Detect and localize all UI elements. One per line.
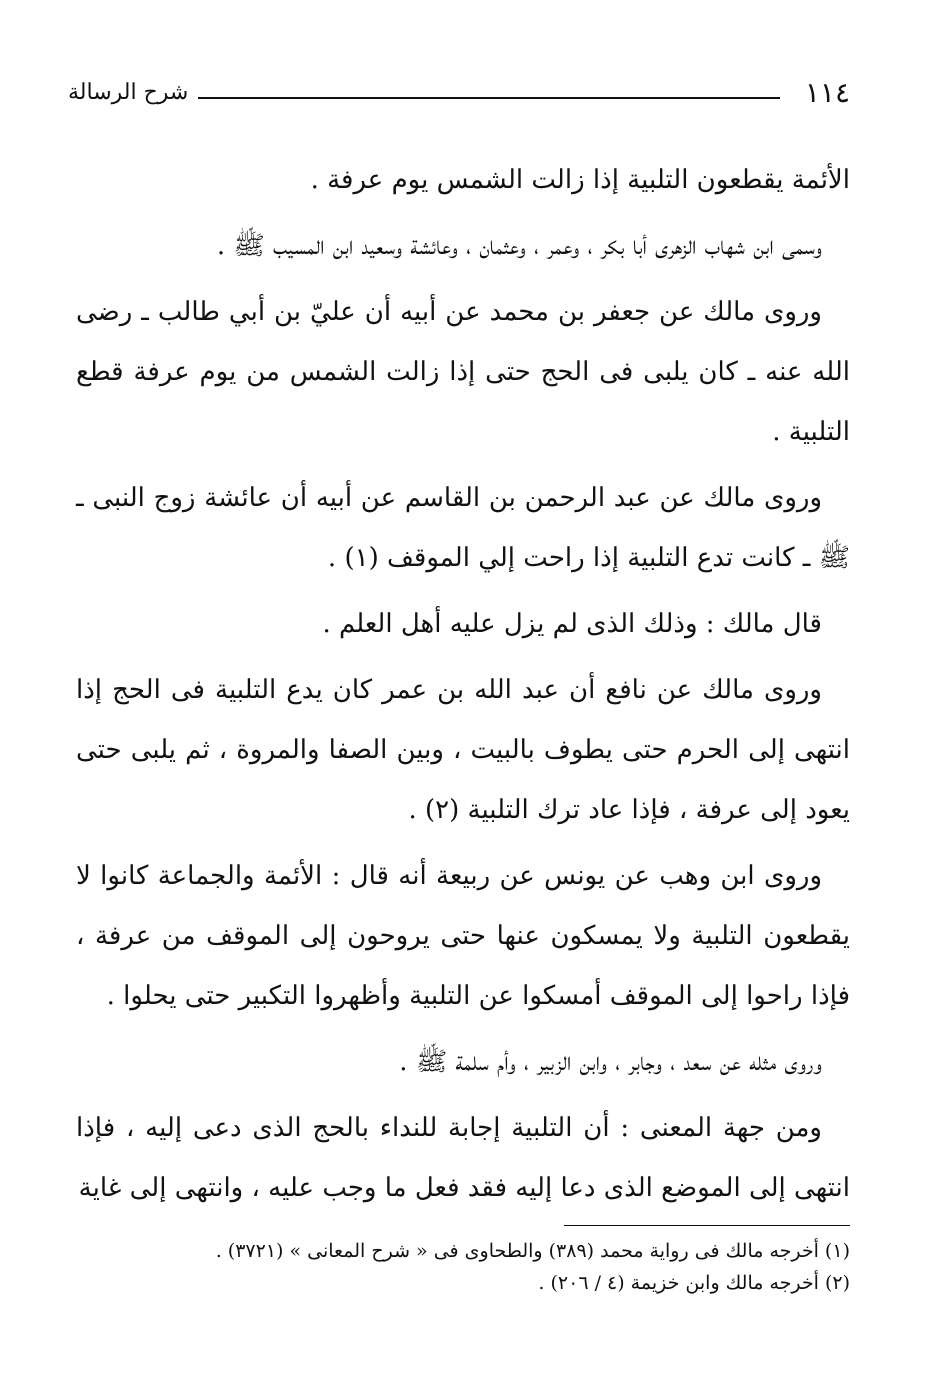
footnote-rule [564, 1225, 850, 1226]
paragraph-3: وروى مالك عن جعفر بن محمد عن أبيه أن عليّ بن أبي طالب ـ رضى الله عنه ـ كان يلبى فى الحج حتى إذا زالت الشمس من يوم عرفة قطع التلبية . [76, 297, 850, 447]
paragraph-4: وروى مالك عن عبد الرحمن بن القاسم عن أبيه أن عائشة زوج النبى ـ ﷺ ـ كانت تدع التلبية إذا راحت إلي الموقف (١) . [76, 483, 850, 573]
paragraph-8: وروى مثله عن سعد ، وجابر ، وابن الزبير ، وأم سلمة ﷺ . [399, 1047, 822, 1077]
paragraph-9: ومن جهة المعنى : أن التلبية إجابة للنداء بالحج الذى دعى إليه ، فإذا انتهى إلى الموضع الذى دعا إليه فقد فعل ما وجب عليه ، وانتهى إلى غاية [76, 1113, 850, 1203]
paragraph-5: قال مالك : وذلك الذى لم يزل عليه أهل العلم . [322, 609, 822, 639]
paragraph-7: وروى ابن وهب عن يونس عن ربيعة أنه قال : الأئمة والجماعة كانوا لا يقطعون التلبية ولا يمسكون عنها حتى يروحون إلى الموقف من عرفة ، فإذا راحوا إلى الموقف أمسكوا عن التلبية وأظهروا التكبير حتى يحلوا . [76, 861, 850, 1011]
page-number: ١١٤ [804, 76, 850, 109]
header-rule [198, 97, 780, 99]
paragraph-6: وروى مالك عن نافع أن عبد الله بن عمر كان يدع التلبية فى الحج إذا انتهى إلى الحرم حتى يطوف بالبيت ، وبين الصفا والمروة ، ثم يلبى حتى يعود إلى عرفة ، فإذا عاد ترك التلبية (٢) . [76, 675, 850, 825]
footnote-1: (١) أخرجه مالك فى رواية محمد (٣٨٩) والطحاوى فى « شرح المعانى » (٣٧٢١) . [215, 1240, 850, 1262]
paragraph-1: الأئمة يقطعون التلبية إذا زالت الشمس يوم عرفة . [310, 165, 850, 195]
footnote-2: (٢) أخرجه مالك وابن خزيمة (٤ / ٢٠٦) . [538, 1272, 850, 1294]
paragraph-2: وسمى ابن شهاب الزهرى أبا بكر ، وعمر ، وعثمان ، وعائشة وسعيد ابن المسيب ﷺ . [216, 231, 822, 261]
book-title: شرح الرسالة [68, 80, 189, 105]
footnotes [76, 1235, 850, 1299]
body-text [76, 150, 850, 1230]
running-header [68, 72, 850, 116]
